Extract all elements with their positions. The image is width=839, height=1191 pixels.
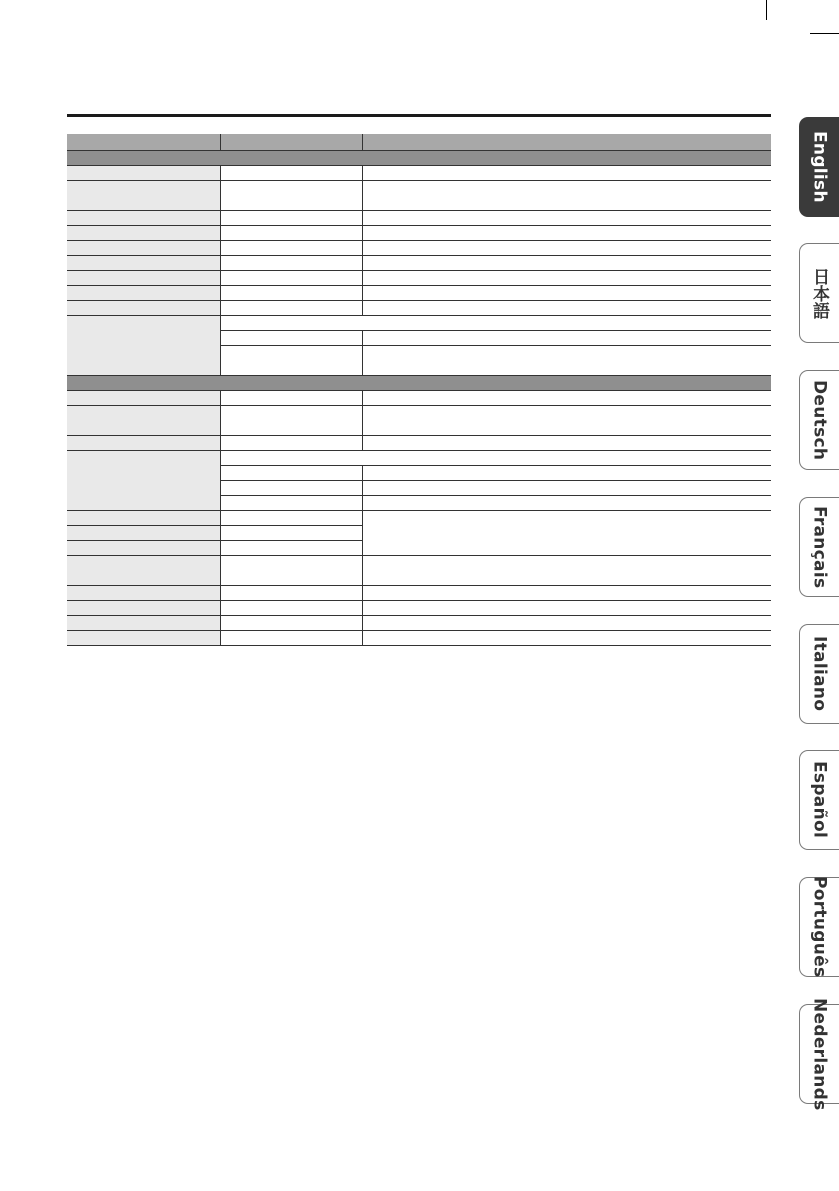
- table-row: [67, 601, 771, 616]
- table-row: [67, 631, 771, 646]
- crop-mark: [810, 33, 839, 34]
- tab-label: 日本語: [809, 267, 829, 319]
- tab-nederlands[interactable]: [799, 997, 839, 1111]
- header-rule: [67, 114, 771, 117]
- tab-italiano[interactable]: [799, 624, 839, 724]
- table-row: [67, 436, 771, 451]
- tab-label: English: [809, 131, 830, 203]
- table-row: [67, 211, 771, 226]
- table-row: [67, 286, 771, 301]
- table-row: [67, 391, 771, 406]
- tab-espanol[interactable]: [799, 750, 839, 850]
- tab-label: Italiano: [809, 636, 830, 712]
- table-header-row: [67, 134, 771, 151]
- tab-label: Nederlands: [809, 997, 830, 1111]
- table-row: [67, 241, 771, 256]
- specification-table: [67, 134, 771, 646]
- table-row: [67, 586, 771, 601]
- table-row: [67, 226, 771, 241]
- tab-label: Français: [809, 505, 830, 589]
- section-row: [67, 376, 771, 391]
- section-row: [67, 151, 771, 166]
- table-row: [67, 271, 771, 286]
- table-row: [67, 166, 771, 181]
- tab-english[interactable]: [799, 117, 839, 217]
- table-row: [67, 181, 771, 211]
- tab-francais[interactable]: [799, 497, 839, 597]
- tab-label: Português: [809, 876, 830, 978]
- tab-portugues[interactable]: [799, 877, 839, 977]
- tab-label: Español: [809, 761, 830, 839]
- crop-mark: [766, 0, 767, 20]
- table-row: [67, 556, 771, 586]
- tab-japanese[interactable]: [799, 243, 839, 343]
- table-row: [67, 301, 771, 316]
- table-row: [67, 316, 771, 331]
- table-row: [67, 256, 771, 271]
- tab-label: Deutsch: [809, 379, 830, 461]
- tab-deutsch[interactable]: [799, 370, 839, 470]
- table-row: [67, 451, 771, 466]
- table-row: [67, 406, 771, 436]
- table-row: [67, 511, 771, 526]
- table-row: [67, 616, 771, 631]
